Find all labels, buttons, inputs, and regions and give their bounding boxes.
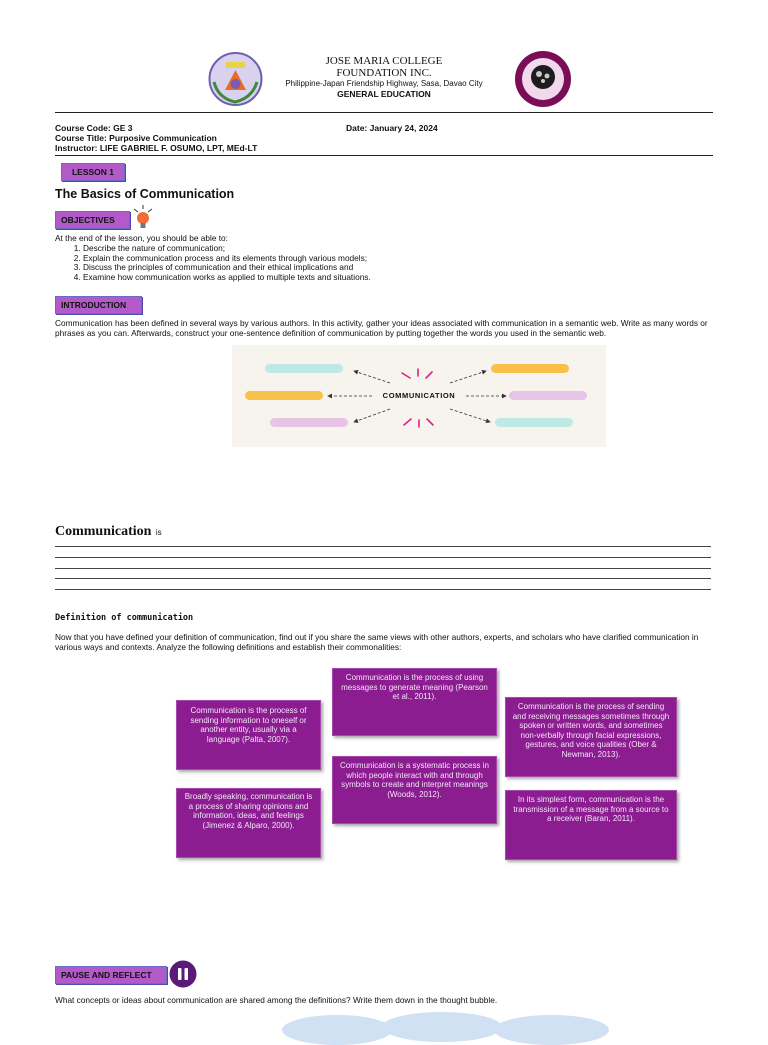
objectives-intro: At the end of the lesson, you should be able to:: [55, 233, 228, 243]
definition-is: is: [155, 528, 162, 537]
objective-item: 4. Examine how communication works as applied to multiple texts and situations.: [83, 273, 371, 283]
course-code: Course Code: GE 3: [55, 123, 133, 133]
school-header: [262, 55, 506, 99]
answer-line[interactable]: [55, 568, 711, 569]
introduction-tag: INTRODUCTION: [55, 296, 142, 314]
instructor: Instructor: LIFE GABRIEL F. OSUMO, LPT, MEd-LT: [55, 143, 258, 153]
objectives-list: [55, 244, 371, 282]
header-rule-bottom: [55, 155, 713, 156]
college-address: Philippine-Japan Friendship Highway, Sasa, Davao City: [285, 79, 483, 88]
lesson-title: The Basics of Communication: [55, 187, 235, 201]
department-name: GENERAL EDUCATION: [337, 89, 431, 99]
thought-bubble[interactable]: [282, 1015, 392, 1045]
pause-icon: [169, 960, 197, 988]
definition-card: Communication is the process of using messages to generate meaning (Pearson et al., 2011).: [332, 668, 497, 736]
answer-line[interactable]: [55, 557, 711, 558]
answer-line[interactable]: [55, 589, 711, 590]
web-center-label: COMMUNICATION: [382, 391, 456, 400]
lightbulb-icon: [130, 203, 156, 231]
lesson-tag: LESSON 1: [61, 163, 125, 181]
definition-card: Communication is a systematic process in which people interact with and through symbols to create and interpret meanings (Woods, 2012).: [332, 756, 497, 824]
course-title: Course Title: Purposive Communication: [55, 133, 217, 143]
definitions-intro: Now that you have defined your definition of communication, find out if you share the same views with other authors, experts, and scholars who have clarified communication in various ways and contexts. Analyze the following definitions and establish their commonalities:: [55, 632, 699, 652]
general-education-logo: [514, 50, 572, 108]
definition-card: Broadly speaking, communication is a process of sharing opinions and information, ideas, and feelings (Jimenez & Alparo, 2000).: [176, 788, 321, 858]
definition-card: In its simplest form, communication is the transmission of a message from a source to a receiver (Baran, 2011).: [505, 790, 677, 860]
answer-line[interactable]: [55, 578, 711, 579]
definition-prompt: [55, 522, 162, 540]
definition-card: Communication is the process of sending and receiving messages sometimes through spoken or written words, and sometimes non-verbally through facial expressions, gestures, and voice qualities (Ober & Newman, 2013).: [505, 697, 677, 777]
college-name-line1: JOSE MARIA COLLEGE: [325, 55, 443, 67]
semantic-web-diagram: [232, 345, 606, 447]
course-info: [55, 123, 257, 153]
college-seal-logo: [208, 52, 263, 106]
answer-line[interactable]: [55, 546, 711, 547]
definitions-title: Definition of communication: [55, 613, 194, 623]
objective-item: 3. Discuss the principles of communication and their ethical implications and: [83, 263, 371, 273]
introduction-text: Communication has been defined in several ways by various authors. In this activity, gather your ideas associated with communication in a semantic web. Write as many words or phrases as you can. Afterwards, construct your one-sentence definition of communication by putting together the words you used in the semantic web.: [55, 318, 708, 338]
header-rule-top: [55, 112, 713, 113]
definition-word: Communication: [55, 524, 152, 539]
thought-bubble[interactable]: [382, 1012, 502, 1042]
objective-item: 2. Explain the communication process and its elements through various models;: [83, 254, 371, 264]
college-name-line2: FOUNDATION INC.: [336, 67, 432, 79]
reflect-question: What concepts or ideas about communication are shared among the definitions? Write them down in the thought bubble.: [55, 995, 498, 1005]
objectives-tag: OBJECTIVES: [55, 211, 130, 229]
thought-bubble[interactable]: [494, 1015, 609, 1045]
definition-card: Communication is the process of sending information to oneself or another entity, usually via a language (Palta, 2007).: [176, 700, 321, 770]
lesson-date: Date: January 24, 2024: [346, 123, 438, 133]
objective-item: 1. Describe the nature of communication;: [83, 244, 371, 254]
pause-reflect-tag: PAUSE AND REFLECT: [55, 966, 167, 984]
